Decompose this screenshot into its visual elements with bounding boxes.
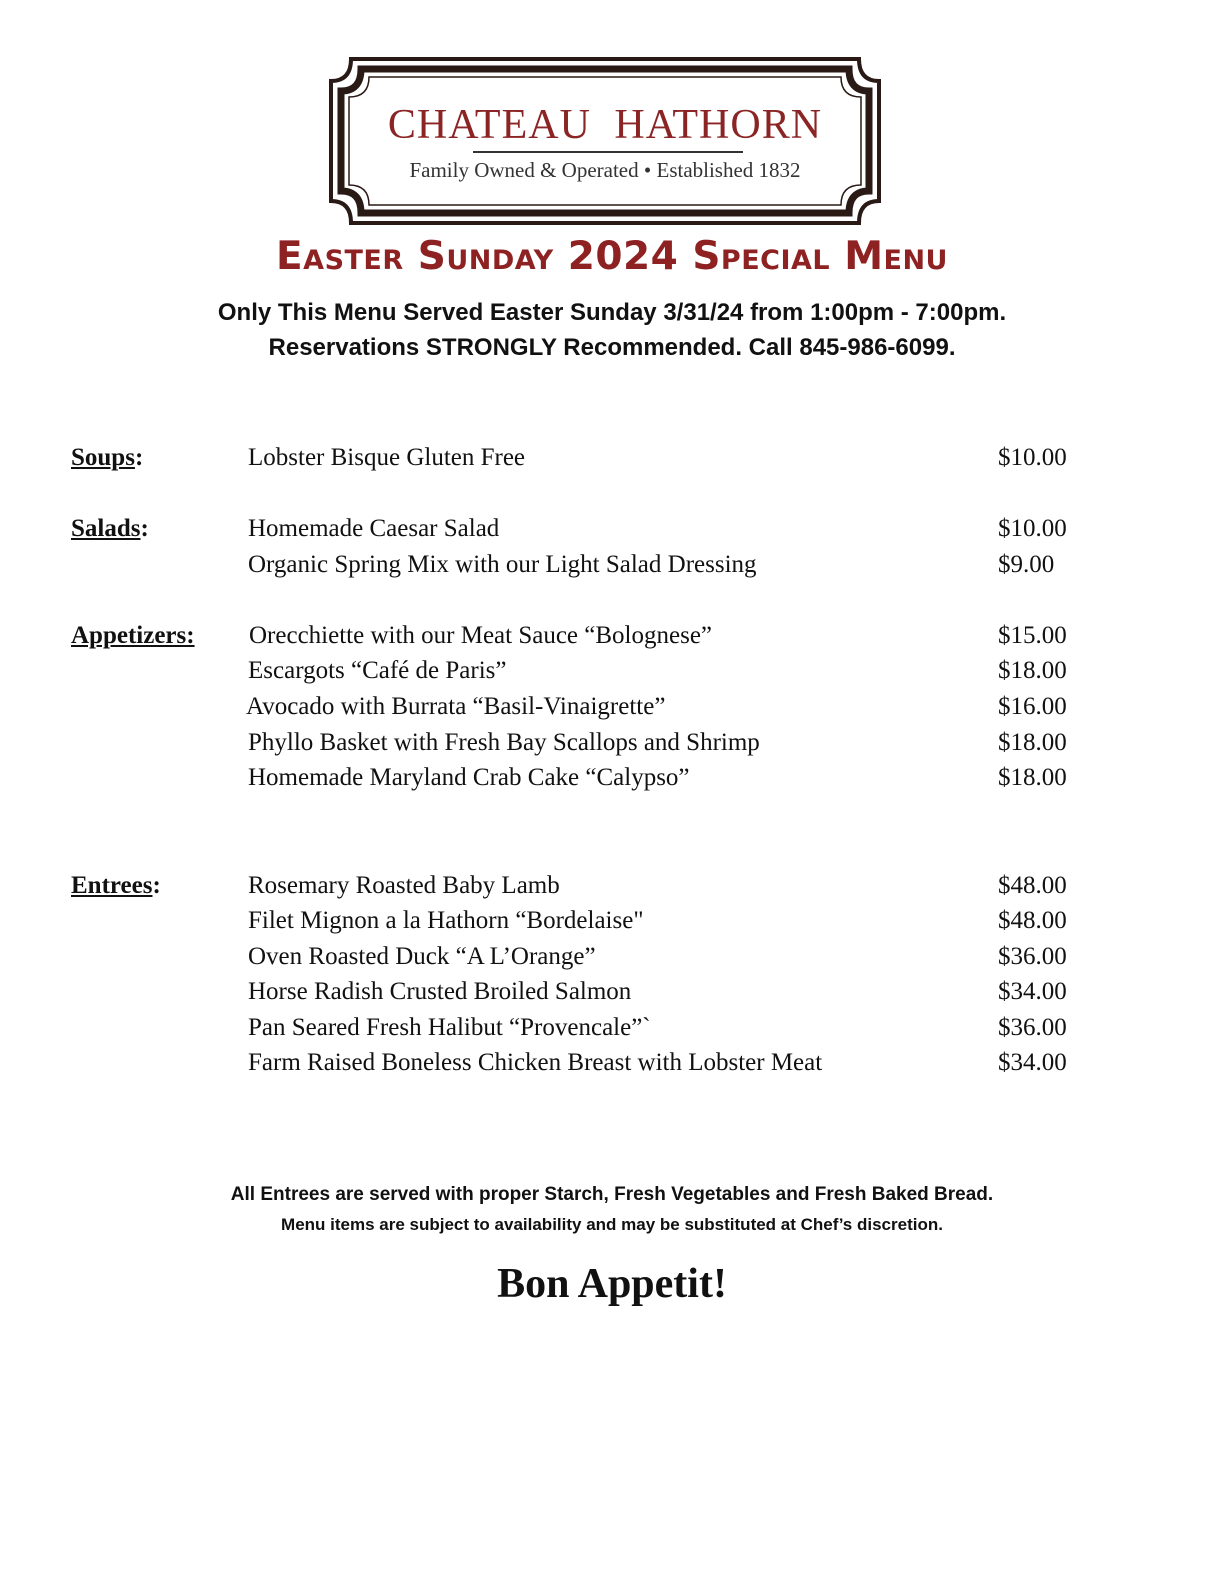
menu-item-price: $34.00 (998, 978, 1067, 1005)
menu-item-name: Filet Mignon a la Hathorn “Bordelaise" (248, 907, 644, 934)
section-label-soups: Soups: (71, 444, 144, 471)
reservation-note: Reservations STRONGLY Recommended. Call 845-986-6099. (268, 334, 956, 361)
menu-item-price: $34.00 (998, 1049, 1067, 1076)
menu-item-price: $18.00 (998, 657, 1067, 684)
menu-item-name: Rosemary Roasted Baby Lamb (248, 872, 560, 899)
service-hours-note: Only This Menu Served Easter Sunday 3/31/24 from 1:00pm - 7:00pm. (217, 299, 1007, 326)
menu-item-name: Homemade Caesar Salad (248, 515, 500, 542)
logo-name: CHATEAU HATHORN (387, 102, 823, 148)
entree-sides-note: All Entrees are served with proper Starch, Fresh Vegetables and Fresh Baked Bread. (230, 1184, 994, 1205)
availability-note: Menu items are subject to availability and may be substituted at Chef’s discretion. (281, 1215, 943, 1234)
section-label-text: Appetizers: (71, 622, 195, 649)
menu-item-name: Escargots “Café de Paris” (248, 657, 507, 684)
logo-divider (473, 151, 743, 153)
menu-item-name: Organic Spring Mix with our Light Salad Dressing (248, 551, 757, 578)
menu-item-price: $16.00 (998, 693, 1067, 720)
menu-item-price: $48.00 (998, 872, 1067, 899)
menu-item-name: Pan Seared Fresh Halibut “Provencale”` (248, 1014, 651, 1041)
menu-item-name: Horse Radish Crusted Broiled Salmon (248, 978, 632, 1005)
section-label-text: Salads (71, 515, 141, 542)
menu-title: Easter Sunday 2024 Special Menu (276, 234, 948, 279)
menu-item-name: Phyllo Basket with Fresh Bay Scallops and Shrimp (248, 729, 760, 756)
menu-item-price: $48.00 (998, 907, 1067, 934)
menu-item-price: $18.00 (998, 729, 1067, 756)
closing-text: Bon Appetit! (497, 1261, 727, 1307)
menu-item-price: $18.00 (998, 764, 1067, 791)
section-label-salads: Salads: (71, 515, 149, 542)
menu-item-name: Homemade Maryland Crab Cake “Calypso” (248, 764, 690, 791)
menu-item-price: $36.00 (998, 1014, 1067, 1041)
menu-item-price: $36.00 (998, 943, 1067, 970)
menu-item-price: $10.00 (998, 515, 1067, 542)
section-label-entrees: Entrees: (71, 872, 161, 899)
menu-item-price: $10.00 (998, 444, 1067, 471)
section-label-text: Soups (71, 444, 135, 471)
menu-item-name: Oven Roasted Duck “A L’Orange” (248, 943, 596, 970)
menu-item-name: Avocado with Burrata “Basil-Vinaigrette” (246, 693, 666, 720)
menu-item-name: Farm Raised Boneless Chicken Breast with Lobster Meat (248, 1049, 823, 1076)
section-label-text: Entrees (71, 872, 153, 899)
menu-item-price: $15.00 (998, 622, 1067, 649)
restaurant-logo (329, 57, 881, 225)
menu-item-name: Lobster Bisque Gluten Free (248, 444, 526, 471)
menu-item-price: $9.00 (998, 551, 1055, 578)
menu-item-name: Orecchiette with our Meat Sauce “Bolognese” (249, 622, 713, 649)
section-label-appetizers (71, 622, 195, 650)
logo-tagline: Family Owned & Operated • Established 1832 (409, 158, 801, 182)
